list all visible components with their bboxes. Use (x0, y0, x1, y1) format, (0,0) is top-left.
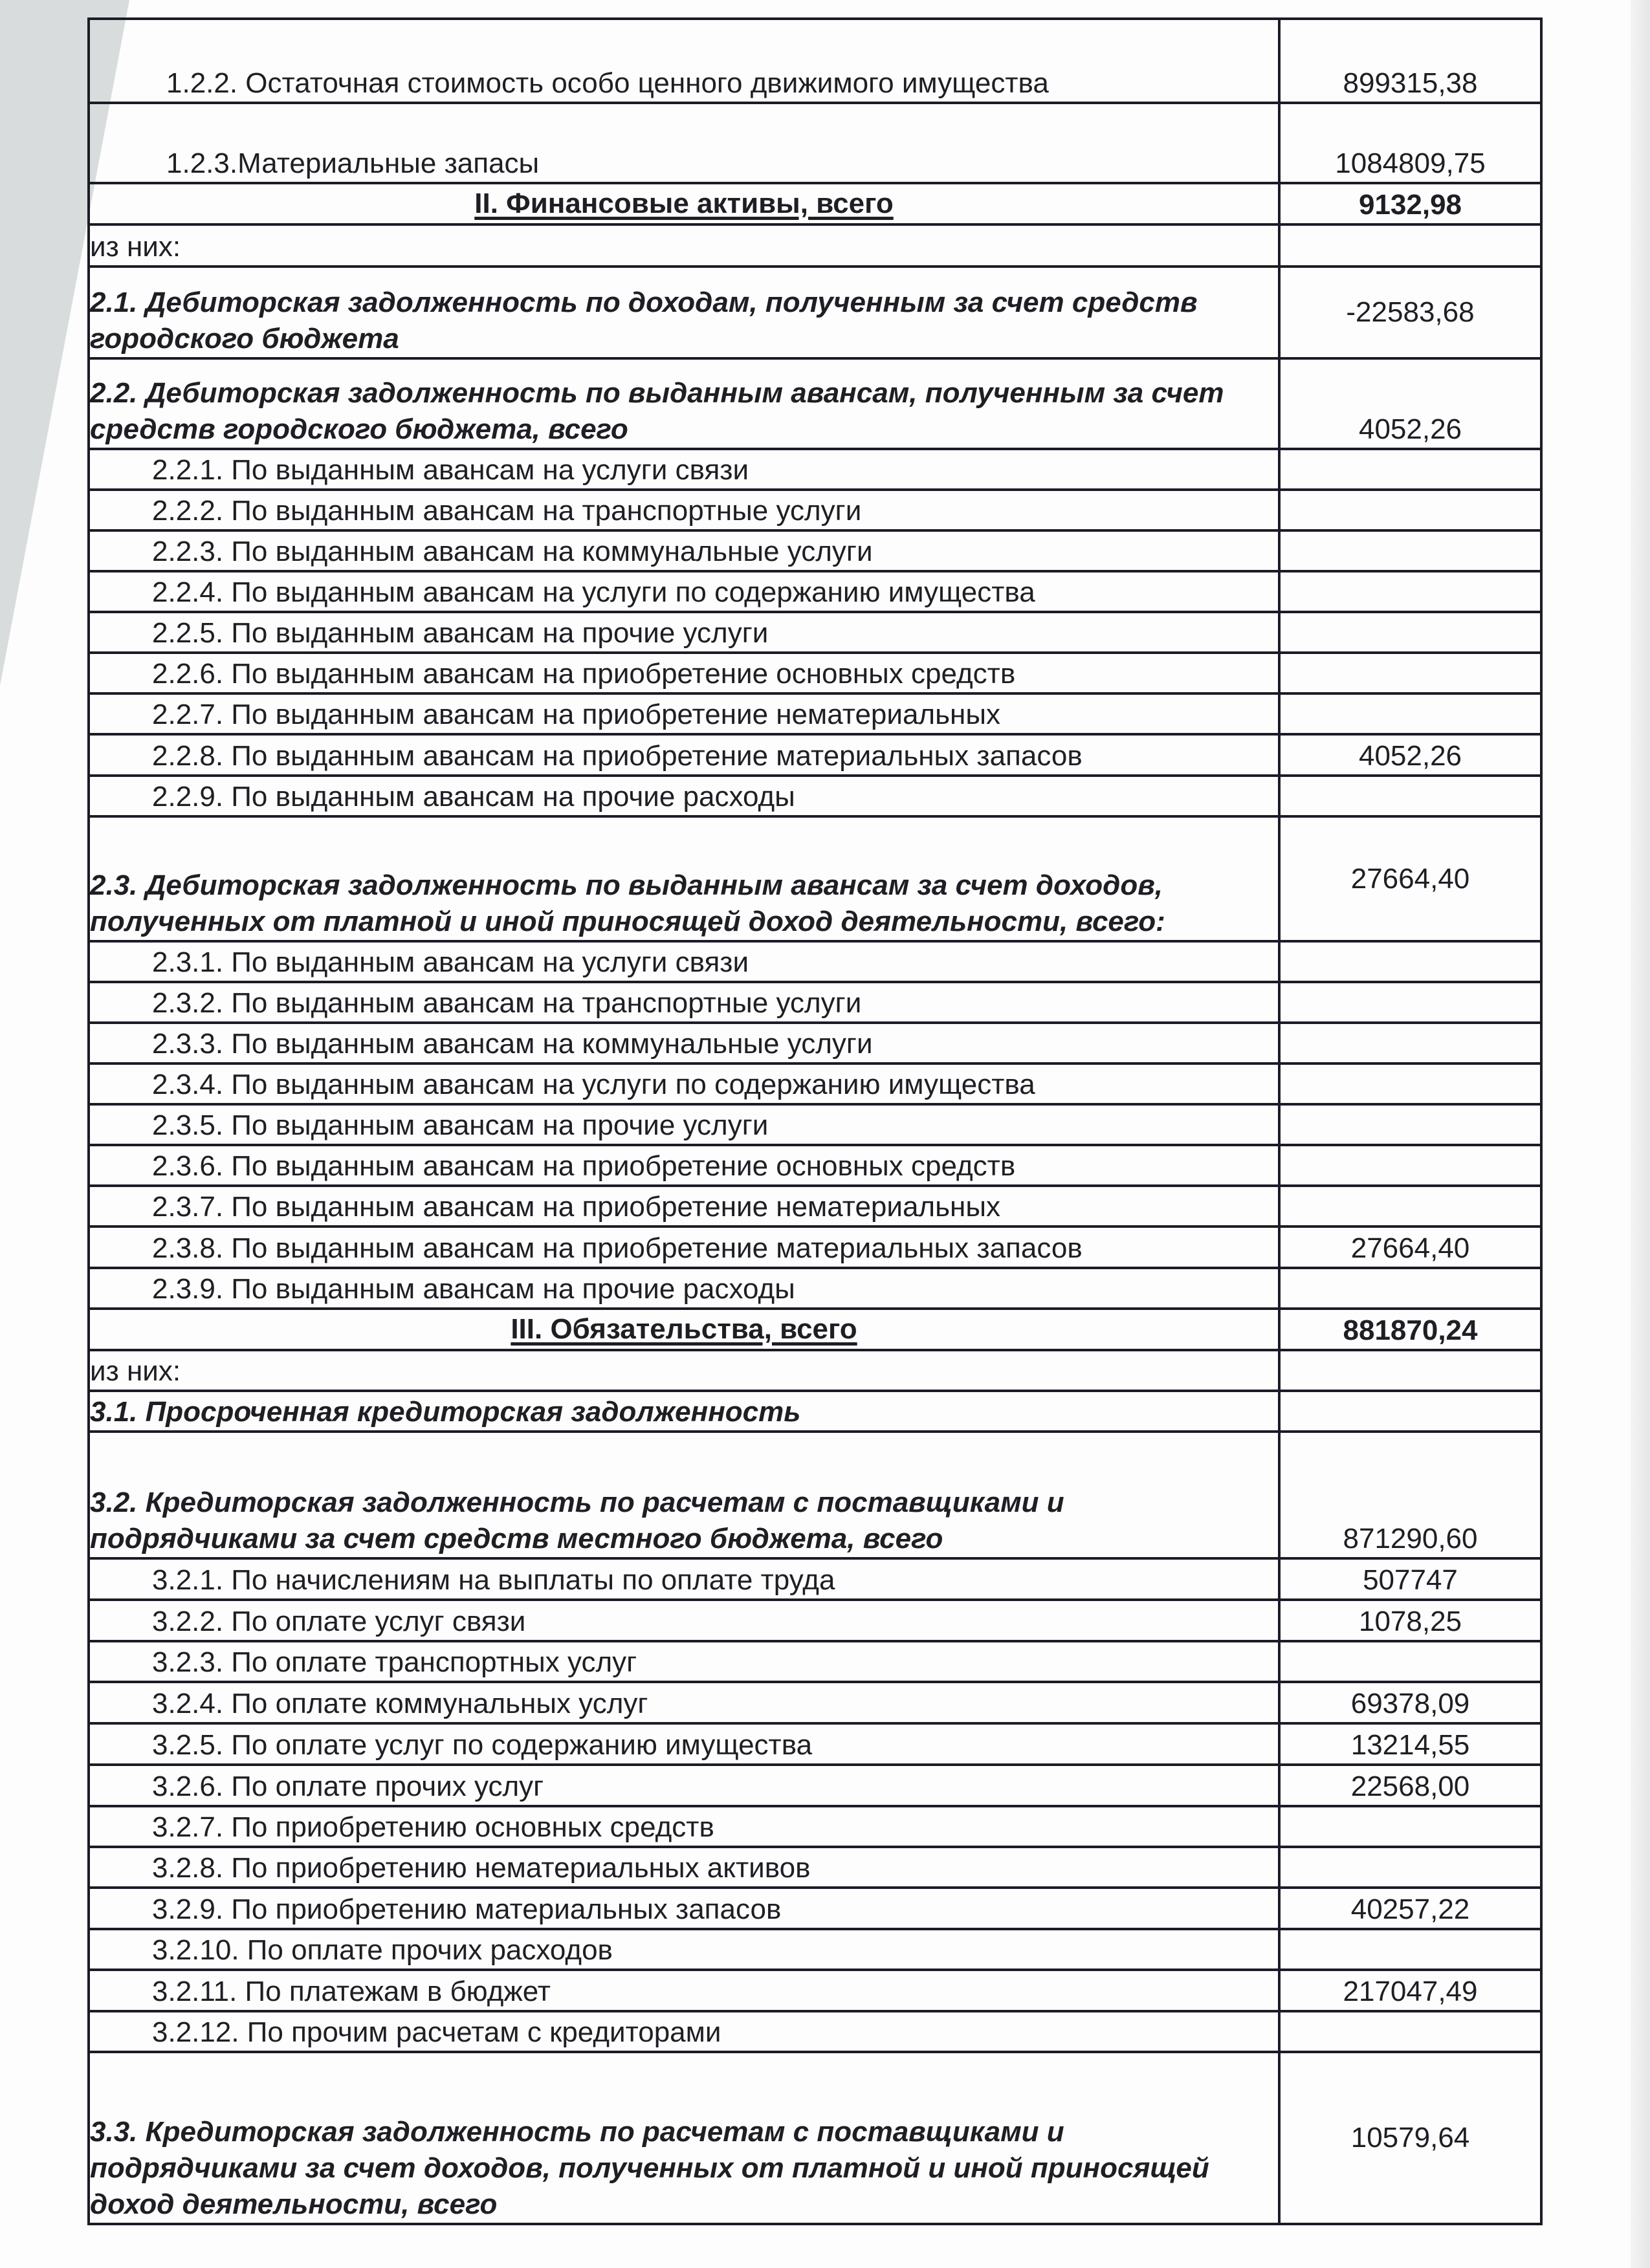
row-label: 2.2.7. По выданным авансам на приобретение нематериальных (152, 699, 1000, 730)
row-label: 2.3.7. По выданным авансам на приобретение нематериальных (152, 1191, 1000, 1223)
row-value-cell (1279, 1350, 1541, 1391)
row-label: 2.2.5. По выданным авансам на прочие услуги (152, 617, 769, 649)
row-value-cell (1279, 1391, 1541, 1432)
row-value: 13214,55 (1350, 1729, 1470, 1761)
table-row-2-3 (89, 816, 1541, 941)
table-row-3-2-7 (89, 1806, 1541, 1847)
row-value-cell (1279, 103, 1541, 183)
row-label: 2.3.5. По выданным авансам на прочие услуги (152, 1109, 769, 1141)
row-value: 899315,38 (1343, 67, 1478, 99)
table-row-iz-nih-2 (89, 1350, 1541, 1391)
row-value-cell (1279, 490, 1541, 530)
row-value-cell (1279, 1682, 1541, 1723)
row-value: 4052,26 (1358, 413, 1462, 445)
table-row-2-2-1 (89, 449, 1541, 490)
row-label-cell (89, 103, 1279, 183)
row-value-cell (1279, 530, 1541, 571)
row-label: II. Финансовые активы, всего (474, 188, 894, 219)
table-row-3-2-5 (89, 1723, 1541, 1765)
row-label: III. Обязательства, всего (511, 1313, 857, 1345)
table-row-iii (89, 1309, 1541, 1350)
row-value-cell (1279, 1145, 1541, 1186)
row-label-cell (89, 449, 1279, 490)
row-label-cell (89, 490, 1279, 530)
row-value-cell (1279, 982, 1541, 1023)
row-label-cell (89, 1847, 1279, 1888)
row-label-cell (89, 941, 1279, 982)
row-label: 2.3.3. По выданным авансам на коммунальные услуги (152, 1028, 873, 1060)
table-row-3-2-4 (89, 1682, 1541, 1723)
row-label-cell (89, 1806, 1279, 1847)
row-value-cell (1279, 1104, 1541, 1145)
row-label-cell (89, 776, 1279, 816)
row-label: 1.2.2. Остаточная стоимость особо ценного движимого имущества (166, 67, 1049, 99)
row-value-cell (1279, 941, 1541, 982)
table-row-2-3-2 (89, 982, 1541, 1023)
table-row-2-2 (89, 358, 1541, 449)
row-value: 27664,40 (1350, 1232, 1470, 1264)
row-value: 871290,60 (1343, 1523, 1478, 1554)
row-value: 10579,64 (1350, 2122, 1470, 2154)
row-label-cell (89, 19, 1279, 103)
row-label-cell (89, 2011, 1279, 2052)
row-label-cell (89, 1063, 1279, 1104)
row-value-cell (1279, 1432, 1541, 1558)
row-value: 40257,22 (1350, 1893, 1470, 1925)
table-row-3-2-12 (89, 2011, 1541, 2052)
row-label: 2.3.8. По выданным авансам на приобретение материальных запасов (152, 1232, 1083, 1264)
table-row-2-2-3 (89, 530, 1541, 571)
table-row-2-1 (89, 267, 1541, 358)
table-row-2-3-4 (89, 1063, 1541, 1104)
row-value: 69378,09 (1350, 1688, 1470, 1719)
row-value-cell (1279, 734, 1541, 776)
table-row-3-2-11 (89, 1970, 1541, 2011)
table-row-1-2-3 (89, 103, 1541, 183)
row-value-cell (1279, 1023, 1541, 1063)
table-row-3-2-3 (89, 1641, 1541, 1682)
row-label-cell (89, 653, 1279, 693)
row-label-cell (89, 1558, 1279, 1600)
row-value-cell (1279, 1227, 1541, 1268)
row-label-cell (89, 1023, 1279, 1063)
row-value-cell (1279, 1970, 1541, 2011)
row-label-cell (89, 1641, 1279, 1682)
table-row-2-2-7 (89, 693, 1541, 734)
row-label-cell (89, 267, 1279, 358)
row-value-cell (1279, 449, 1541, 490)
table-row-2-2-8 (89, 734, 1541, 776)
table-row-2-3-8 (89, 1227, 1541, 1268)
table-row-2-3-3 (89, 1023, 1541, 1063)
table-row-2-2-2 (89, 490, 1541, 530)
table-row-2-2-9 (89, 776, 1541, 816)
table-row-2-3-1 (89, 941, 1541, 982)
row-label: 2.2.2. По выданным авансам на транспортные услуги (152, 495, 862, 527)
row-label-cell (89, 1309, 1279, 1350)
table-row-3-2-9 (89, 1888, 1541, 1929)
row-label: 2.3. Дебиторская задолженность по выданным авансам за счет доходов, полученных от платной и иной приносящей доход деятельности, всего: (90, 869, 1165, 937)
row-value-cell (1279, 1186, 1541, 1227)
row-label: 2.2.8. По выданным авансам на приобретение материальных запасов (152, 740, 1083, 772)
row-value-cell (1279, 1765, 1541, 1806)
row-label-cell (89, 1227, 1279, 1268)
row-value: 9132,98 (1358, 189, 1462, 221)
row-value-cell (1279, 1806, 1541, 1847)
row-value-cell (1279, 1268, 1541, 1309)
row-label-cell (89, 1723, 1279, 1765)
row-label: 2.3.9. По выданным авансам на прочие расходы (152, 1273, 795, 1305)
row-label: 3.3. Кредиторская задолженность по расчетам с поставщиками и подрядчиками за счет доходов, полученных от платной и иной приносящей доход деятельности, всего (90, 2116, 1209, 2220)
row-value-cell (1279, 612, 1541, 653)
row-label: 2.2.4. По выданным авансам на услуги по содержанию имущества (152, 576, 1035, 608)
row-label-cell (89, 1432, 1279, 1558)
table-row-2-2-5 (89, 612, 1541, 653)
row-value-cell (1279, 776, 1541, 816)
row-value-cell (1279, 653, 1541, 693)
row-value: 4052,26 (1358, 740, 1462, 772)
table-body (89, 19, 1541, 2224)
financial-indicators-table (87, 17, 1543, 2225)
row-label: 3.1. Просроченная кредиторская задолженность (90, 1396, 801, 1428)
row-label-cell (89, 1350, 1279, 1391)
row-value-cell (1279, 2011, 1541, 2052)
row-label-cell (89, 1600, 1279, 1641)
row-label: 3.2.7. По приобретению основных средств (152, 1811, 714, 1843)
row-label: 3.2.11. По платежам в бюджет (152, 1976, 551, 2007)
row-label: 3.2.12. По прочим расчетам с кредиторами (152, 2016, 721, 2048)
row-value-cell (1279, 358, 1541, 449)
table-row-3-2 (89, 1432, 1541, 1558)
row-label: из них: (90, 231, 181, 263)
table-row-2-3-7 (89, 1186, 1541, 1227)
row-label-cell (89, 1970, 1279, 2011)
row-label-cell (89, 358, 1279, 449)
row-label: 2.3.4. По выданным авансам на услуги по содержанию имущества (152, 1069, 1035, 1100)
row-label-cell (89, 1268, 1279, 1309)
table-row-1-2-2 (89, 19, 1541, 103)
row-value-cell (1279, 224, 1541, 267)
table-row-2-3-6 (89, 1145, 1541, 1186)
row-label: 2.2.6. По выданным авансам на приобретение основных средств (152, 658, 1016, 690)
table-row-3-2-1 (89, 1558, 1541, 1600)
row-label-cell (89, 1682, 1279, 1723)
row-label: 2.3.6. По выданным авансам на приобретение основных средств (152, 1150, 1016, 1182)
row-value-cell (1279, 267, 1541, 358)
row-value-cell (1279, 1309, 1541, 1350)
row-value-cell (1279, 1929, 1541, 1970)
row-value: 1078,25 (1358, 1606, 1462, 1637)
row-label: 3.2.10. По оплате прочих расходов (152, 1934, 613, 1966)
page-edge-shadow (1631, 0, 1650, 2268)
row-value: 1084809,75 (1335, 147, 1486, 179)
row-label: 3.2.9. По приобретению материальных запасов (152, 1893, 782, 1925)
row-label-cell (89, 1888, 1279, 1929)
row-label: 3.2.4. По оплате коммунальных услуг (152, 1688, 648, 1719)
table-row-ii (89, 183, 1541, 224)
row-label: 3.2.5. По оплате услуг по содержанию имущества (152, 1729, 813, 1761)
row-label: 3.2.8. По приобретению нематериальных активов (152, 1852, 811, 1884)
row-label-cell (89, 183, 1279, 224)
row-value-cell (1279, 571, 1541, 612)
row-value-cell (1279, 183, 1541, 224)
table-row-2-2-6 (89, 653, 1541, 693)
table-row-3-3 (89, 2052, 1541, 2224)
row-value: -22583,68 (1346, 296, 1475, 328)
row-value: 217047,49 (1343, 1976, 1478, 2007)
financial-report-sheet (87, 17, 1540, 2225)
row-label-cell (89, 2052, 1279, 2224)
table-row-3-2-10 (89, 1929, 1541, 1970)
row-label: 2.2.1. По выданным авансам на услуги связи (152, 454, 749, 486)
row-label: из них: (90, 1355, 181, 1387)
row-value-cell (1279, 693, 1541, 734)
row-label: 2.2. Дебиторская задолженность по выданным авансам, полученным за счет средств городского бюджета, всего (90, 377, 1224, 445)
row-label-cell (89, 530, 1279, 571)
row-label: 2.3.2. По выданным авансам на транспортные услуги (152, 987, 862, 1019)
row-label: 3.2.6. По оплате прочих услуг (152, 1771, 544, 1802)
row-value-cell (1279, 1600, 1541, 1641)
row-value: 22568,00 (1350, 1771, 1470, 1802)
row-value-cell (1279, 2052, 1541, 2224)
row-label-cell (89, 1104, 1279, 1145)
row-label-cell (89, 816, 1279, 941)
row-label-cell (89, 1929, 1279, 1970)
table-row-2-2-4 (89, 571, 1541, 612)
row-value-cell (1279, 1723, 1541, 1765)
row-label: 2.3.1. По выданным авансам на услуги связи (152, 946, 749, 978)
row-value-cell (1279, 19, 1541, 103)
row-value: 27664,40 (1350, 862, 1470, 895)
row-label: 1.2.3.Материальные запасы (166, 147, 540, 179)
table-row-2-3-9 (89, 1268, 1541, 1309)
row-label-cell (89, 1391, 1279, 1432)
row-value-cell (1279, 1641, 1541, 1682)
table-row-3-2-8 (89, 1847, 1541, 1888)
row-label: 3.2. Кредиторская задолженность по расчетам с поставщиками и подрядчиками за счет средств местного бюджета, всего (90, 1487, 1064, 1554)
table-row-iz-nih-1 (89, 224, 1541, 267)
row-value: 507747 (1363, 1564, 1458, 1596)
row-value-cell (1279, 1847, 1541, 1888)
row-value: 881870,24 (1343, 1314, 1478, 1346)
table-row-3-1 (89, 1391, 1541, 1432)
row-value-cell (1279, 1063, 1541, 1104)
row-value-cell (1279, 816, 1541, 941)
row-label-cell (89, 571, 1279, 612)
row-label-cell (89, 1765, 1279, 1806)
row-label-cell (89, 1186, 1279, 1227)
row-label-cell (89, 612, 1279, 653)
row-label: 2.1. Дебиторская задолженность по доходам, полученным за счет средств городского бюджета (90, 287, 1198, 354)
table-row-3-2-6 (89, 1765, 1541, 1806)
row-label: 2.2.9. По выданным авансам на прочие расходы (152, 781, 795, 812)
row-label-cell (89, 734, 1279, 776)
row-label: 3.2.1. По начислениям на выплаты по оплате труда (152, 1564, 835, 1596)
row-label: 2.2.3. По выданным авансам на коммунальные услуги (152, 536, 873, 567)
row-value-cell (1279, 1888, 1541, 1929)
row-value-cell (1279, 1558, 1541, 1600)
row-label: 3.2.3. По оплате транспортных услуг (152, 1646, 637, 1678)
row-label-cell (89, 224, 1279, 267)
row-label-cell (89, 1145, 1279, 1186)
row-label: 3.2.2. По оплате услуг связи (152, 1606, 526, 1637)
table-row-3-2-2 (89, 1600, 1541, 1641)
row-label-cell (89, 693, 1279, 734)
row-label-cell (89, 982, 1279, 1023)
table-row-2-3-5 (89, 1104, 1541, 1145)
